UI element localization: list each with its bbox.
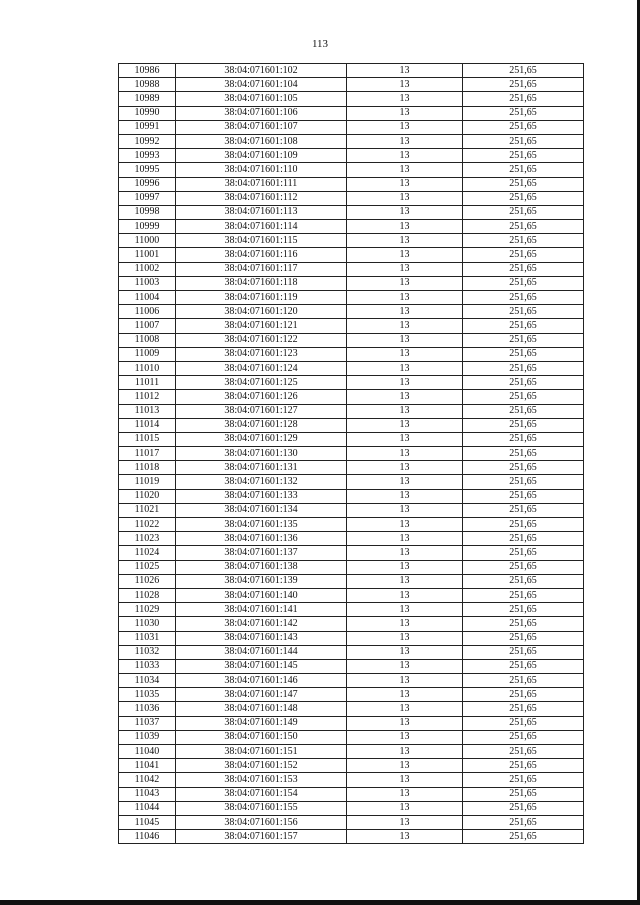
cell-amount: 251,65	[463, 518, 584, 532]
table-row	[119, 546, 584, 560]
cell-value: 13	[347, 674, 463, 688]
cell-value: 13	[347, 177, 463, 191]
cell-cadastral-number: 38:04:071601:114	[176, 220, 347, 234]
cell-number: 11022	[119, 518, 176, 532]
cell-amount: 251,65	[463, 120, 584, 134]
cell-cadastral-number: 38:04:071601:130	[176, 447, 347, 461]
cell-cadastral-number: 38:04:071601:145	[176, 659, 347, 673]
table-row	[119, 716, 584, 730]
cell-amount: 251,65	[463, 801, 584, 815]
cell-amount: 251,65	[463, 78, 584, 92]
cell-amount: 251,65	[463, 759, 584, 773]
table-row	[119, 333, 584, 347]
cell-cadastral-number: 38:04:071601:125	[176, 376, 347, 390]
cell-amount: 251,65	[463, 645, 584, 659]
cell-amount: 251,65	[463, 489, 584, 503]
cell-amount: 251,65	[463, 205, 584, 219]
page-number: 113	[311, 38, 329, 50]
cell-number: 10997	[119, 191, 176, 205]
cell-value: 13	[347, 475, 463, 489]
cell-amount: 251,65	[463, 134, 584, 148]
cell-value: 13	[347, 588, 463, 602]
cell-cadastral-number: 38:04:071601:105	[176, 92, 347, 106]
cell-number: 10988	[119, 78, 176, 92]
cell-cadastral-number: 38:04:071601:110	[176, 163, 347, 177]
cell-value: 13	[347, 163, 463, 177]
cell-cadastral-number: 38:04:071601:128	[176, 418, 347, 432]
cell-number: 10993	[119, 149, 176, 163]
cell-amount: 251,65	[463, 617, 584, 631]
cell-cadastral-number: 38:04:071601:139	[176, 574, 347, 588]
cell-number: 10998	[119, 205, 176, 219]
cell-cadastral-number: 38:04:071601:118	[176, 276, 347, 290]
cell-value: 13	[347, 801, 463, 815]
cell-value: 13	[347, 432, 463, 446]
cell-amount: 251,65	[463, 361, 584, 375]
cell-cadastral-number: 38:04:071601:148	[176, 702, 347, 716]
cell-value: 13	[347, 120, 463, 134]
cell-value: 13	[347, 106, 463, 120]
cell-amount: 251,65	[463, 702, 584, 716]
cell-amount: 251,65	[463, 432, 584, 446]
cell-cadastral-number: 38:04:071601:129	[176, 432, 347, 446]
cell-cadastral-number: 38:04:071601:155	[176, 801, 347, 815]
cell-number: 11008	[119, 333, 176, 347]
cell-amount: 251,65	[463, 688, 584, 702]
cell-value: 13	[347, 645, 463, 659]
cell-amount: 251,65	[463, 631, 584, 645]
table-row	[119, 745, 584, 759]
cell-amount: 251,65	[463, 475, 584, 489]
cell-amount: 251,65	[463, 603, 584, 617]
cell-value: 13	[347, 205, 463, 219]
cell-number: 11021	[119, 503, 176, 517]
cell-amount: 251,65	[463, 447, 584, 461]
table-row	[119, 475, 584, 489]
cell-number: 11040	[119, 745, 176, 759]
cell-number: 10992	[119, 134, 176, 148]
cell-value: 13	[347, 447, 463, 461]
cell-number: 11001	[119, 248, 176, 262]
cell-value: 13	[347, 418, 463, 432]
cell-amount: 251,65	[463, 191, 584, 205]
cell-amount: 251,65	[463, 248, 584, 262]
table-row	[119, 404, 584, 418]
cell-cadastral-number: 38:04:071601:135	[176, 518, 347, 532]
cell-number: 11004	[119, 291, 176, 305]
cell-number: 11013	[119, 404, 176, 418]
table-row	[119, 759, 584, 773]
cell-number: 11028	[119, 588, 176, 602]
scan-edge-bottom	[0, 900, 640, 905]
cell-amount: 251,65	[463, 333, 584, 347]
table-row	[119, 674, 584, 688]
cell-cadastral-number: 38:04:071601:156	[176, 815, 347, 829]
cell-amount: 251,65	[463, 730, 584, 744]
cell-cadastral-number: 38:04:071601:149	[176, 716, 347, 730]
table-row	[119, 319, 584, 333]
cell-number: 11035	[119, 688, 176, 702]
table-row	[119, 645, 584, 659]
table-row	[119, 702, 584, 716]
cell-amount: 251,65	[463, 404, 584, 418]
table-row	[119, 376, 584, 390]
cell-number: 11045	[119, 815, 176, 829]
cell-cadastral-number: 38:04:071601:151	[176, 745, 347, 759]
cell-number: 11036	[119, 702, 176, 716]
cell-value: 13	[347, 560, 463, 574]
cell-value: 13	[347, 92, 463, 106]
cell-value: 13	[347, 461, 463, 475]
cell-cadastral-number: 38:04:071601:131	[176, 461, 347, 475]
cell-value: 13	[347, 518, 463, 532]
cell-value: 13	[347, 688, 463, 702]
cell-cadastral-number: 38:04:071601:154	[176, 787, 347, 801]
cell-number: 10986	[119, 64, 176, 78]
cell-amount: 251,65	[463, 787, 584, 801]
cell-cadastral-number: 38:04:071601:146	[176, 674, 347, 688]
cell-number: 11046	[119, 830, 176, 844]
cell-number: 11039	[119, 730, 176, 744]
cell-value: 13	[347, 248, 463, 262]
cell-amount: 251,65	[463, 745, 584, 759]
cell-number: 11002	[119, 262, 176, 276]
cell-cadastral-number: 38:04:071601:126	[176, 390, 347, 404]
table-row	[119, 64, 584, 78]
cell-amount: 251,65	[463, 418, 584, 432]
cell-number: 11032	[119, 645, 176, 659]
cell-number: 10996	[119, 177, 176, 191]
cell-number: 11037	[119, 716, 176, 730]
cell-cadastral-number: 38:04:071601:144	[176, 645, 347, 659]
cell-cadastral-number: 38:04:071601:116	[176, 248, 347, 262]
cell-number: 11003	[119, 276, 176, 290]
cell-number: 11012	[119, 390, 176, 404]
table-row	[119, 205, 584, 219]
data-table-container	[118, 63, 584, 844]
cell-cadastral-number: 38:04:071601:136	[176, 532, 347, 546]
table-row	[119, 489, 584, 503]
cell-value: 13	[347, 390, 463, 404]
cell-cadastral-number: 38:04:071601:147	[176, 688, 347, 702]
table-row	[119, 518, 584, 532]
table-row	[119, 177, 584, 191]
cell-amount: 251,65	[463, 220, 584, 234]
cell-value: 13	[347, 291, 463, 305]
cell-value: 13	[347, 149, 463, 163]
cell-number: 11015	[119, 432, 176, 446]
table-row	[119, 503, 584, 517]
cell-number: 11017	[119, 447, 176, 461]
cell-cadastral-number: 38:04:071601:134	[176, 503, 347, 517]
cell-cadastral-number: 38:04:071601:137	[176, 546, 347, 560]
table-row	[119, 191, 584, 205]
cell-cadastral-number: 38:04:071601:111	[176, 177, 347, 191]
cell-value: 13	[347, 64, 463, 78]
cell-value: 13	[347, 546, 463, 560]
cell-amount: 251,65	[463, 163, 584, 177]
cell-amount: 251,65	[463, 276, 584, 290]
cell-number: 10995	[119, 163, 176, 177]
cell-number: 11007	[119, 319, 176, 333]
table-row	[119, 432, 584, 446]
cell-value: 13	[347, 489, 463, 503]
cell-value: 13	[347, 659, 463, 673]
cell-number: 11019	[119, 475, 176, 489]
cell-number: 11033	[119, 659, 176, 673]
table-row	[119, 220, 584, 234]
cell-number: 11018	[119, 461, 176, 475]
cell-number: 11029	[119, 603, 176, 617]
table-row	[119, 773, 584, 787]
cell-number: 11026	[119, 574, 176, 588]
cell-cadastral-number: 38:04:071601:113	[176, 205, 347, 219]
cell-number: 11006	[119, 305, 176, 319]
cell-value: 13	[347, 702, 463, 716]
cell-value: 13	[347, 191, 463, 205]
cell-amount: 251,65	[463, 560, 584, 574]
cell-value: 13	[347, 262, 463, 276]
table-row	[119, 390, 584, 404]
cell-cadastral-number: 38:04:071601:150	[176, 730, 347, 744]
cell-amount: 251,65	[463, 390, 584, 404]
cell-cadastral-number: 38:04:071601:112	[176, 191, 347, 205]
cell-number: 11034	[119, 674, 176, 688]
table-row	[119, 560, 584, 574]
cell-amount: 251,65	[463, 773, 584, 787]
cell-value: 13	[347, 78, 463, 92]
cell-value: 13	[347, 234, 463, 248]
cell-amount: 251,65	[463, 262, 584, 276]
table-row	[119, 92, 584, 106]
cell-cadastral-number: 38:04:071601:138	[176, 560, 347, 574]
cell-value: 13	[347, 603, 463, 617]
table-row	[119, 603, 584, 617]
table-row	[119, 532, 584, 546]
cell-number: 11043	[119, 787, 176, 801]
cell-amount: 251,65	[463, 588, 584, 602]
table-row	[119, 347, 584, 361]
cell-value: 13	[347, 276, 463, 290]
cell-amount: 251,65	[463, 815, 584, 829]
cell-value: 13	[347, 773, 463, 787]
cell-cadastral-number: 38:04:071601:107	[176, 120, 347, 134]
cell-value: 13	[347, 376, 463, 390]
cell-amount: 251,65	[463, 305, 584, 319]
table-row	[119, 659, 584, 673]
table-row	[119, 276, 584, 290]
cell-number: 11042	[119, 773, 176, 787]
table-row	[119, 631, 584, 645]
cell-amount: 251,65	[463, 149, 584, 163]
table-row	[119, 801, 584, 815]
table-row	[119, 305, 584, 319]
cell-cadastral-number: 38:04:071601:115	[176, 234, 347, 248]
cell-value: 13	[347, 319, 463, 333]
cell-amount: 251,65	[463, 234, 584, 248]
table-row	[119, 418, 584, 432]
table-row	[119, 149, 584, 163]
cell-cadastral-number: 38:04:071601:152	[176, 759, 347, 773]
cell-value: 13	[347, 532, 463, 546]
cell-number: 11023	[119, 532, 176, 546]
cell-cadastral-number: 38:04:071601:127	[176, 404, 347, 418]
cell-number: 11024	[119, 546, 176, 560]
table-row	[119, 234, 584, 248]
cell-cadastral-number: 38:04:071601:133	[176, 489, 347, 503]
table-row	[119, 134, 584, 148]
table-row	[119, 361, 584, 375]
cell-number: 11044	[119, 801, 176, 815]
cell-value: 13	[347, 716, 463, 730]
cell-number: 11020	[119, 489, 176, 503]
cell-amount: 251,65	[463, 291, 584, 305]
cell-cadastral-number: 38:04:071601:140	[176, 588, 347, 602]
cell-cadastral-number: 38:04:071601:143	[176, 631, 347, 645]
cell-number: 10989	[119, 92, 176, 106]
cell-cadastral-number: 38:04:071601:102	[176, 64, 347, 78]
cell-value: 13	[347, 333, 463, 347]
cell-cadastral-number: 38:04:071601:104	[176, 78, 347, 92]
cell-cadastral-number: 38:04:071601:153	[176, 773, 347, 787]
cell-cadastral-number: 38:04:071601:120	[176, 305, 347, 319]
table-row	[119, 688, 584, 702]
table-row	[119, 78, 584, 92]
table-row	[119, 291, 584, 305]
cell-cadastral-number: 38:04:071601:157	[176, 830, 347, 844]
table-row	[119, 120, 584, 134]
cell-value: 13	[347, 759, 463, 773]
table-body	[119, 64, 584, 844]
cell-amount: 251,65	[463, 461, 584, 475]
cell-amount: 251,65	[463, 674, 584, 688]
cell-cadastral-number: 38:04:071601:108	[176, 134, 347, 148]
cell-cadastral-number: 38:04:071601:106	[176, 106, 347, 120]
cell-amount: 251,65	[463, 177, 584, 191]
cell-number: 11031	[119, 631, 176, 645]
cell-cadastral-number: 38:04:071601:119	[176, 291, 347, 305]
cell-number: 10991	[119, 120, 176, 134]
cell-cadastral-number: 38:04:071601:123	[176, 347, 347, 361]
cell-amount: 251,65	[463, 546, 584, 560]
cell-number: 11014	[119, 418, 176, 432]
cell-amount: 251,65	[463, 376, 584, 390]
cell-value: 13	[347, 830, 463, 844]
cell-amount: 251,65	[463, 106, 584, 120]
cell-amount: 251,65	[463, 716, 584, 730]
cell-cadastral-number: 38:04:071601:141	[176, 603, 347, 617]
cell-value: 13	[347, 730, 463, 744]
table-row	[119, 617, 584, 631]
table-row	[119, 588, 584, 602]
cell-number: 11025	[119, 560, 176, 574]
cell-amount: 251,65	[463, 532, 584, 546]
cell-cadastral-number: 38:04:071601:117	[176, 262, 347, 276]
cell-amount: 251,65	[463, 319, 584, 333]
cell-amount: 251,65	[463, 92, 584, 106]
cell-number: 11009	[119, 347, 176, 361]
cell-number: 11010	[119, 361, 176, 375]
table-row	[119, 447, 584, 461]
cell-value: 13	[347, 305, 463, 319]
table-row	[119, 461, 584, 475]
cell-amount: 251,65	[463, 830, 584, 844]
cell-number: 11041	[119, 759, 176, 773]
data-table	[118, 63, 584, 844]
cell-amount: 251,65	[463, 574, 584, 588]
cell-value: 13	[347, 503, 463, 517]
cell-value: 13	[347, 745, 463, 759]
table-row	[119, 262, 584, 276]
cell-value: 13	[347, 134, 463, 148]
cell-cadastral-number: 38:04:071601:109	[176, 149, 347, 163]
cell-value: 13	[347, 815, 463, 829]
cell-value: 13	[347, 220, 463, 234]
cell-value: 13	[347, 347, 463, 361]
cell-cadastral-number: 38:04:071601:121	[176, 319, 347, 333]
table-row	[119, 163, 584, 177]
table-row	[119, 830, 584, 844]
cell-cadastral-number: 38:04:071601:142	[176, 617, 347, 631]
cell-value: 13	[347, 631, 463, 645]
table-row	[119, 574, 584, 588]
table-row	[119, 787, 584, 801]
table-row	[119, 106, 584, 120]
cell-value: 13	[347, 617, 463, 631]
table-row	[119, 815, 584, 829]
cell-number: 11000	[119, 234, 176, 248]
cell-cadastral-number: 38:04:071601:132	[176, 475, 347, 489]
table-row	[119, 730, 584, 744]
cell-amount: 251,65	[463, 659, 584, 673]
cell-number: 11030	[119, 617, 176, 631]
cell-value: 13	[347, 361, 463, 375]
cell-cadastral-number: 38:04:071601:122	[176, 333, 347, 347]
cell-amount: 251,65	[463, 64, 584, 78]
cell-value: 13	[347, 404, 463, 418]
cell-amount: 251,65	[463, 347, 584, 361]
cell-number: 10990	[119, 106, 176, 120]
cell-value: 13	[347, 787, 463, 801]
cell-amount: 251,65	[463, 503, 584, 517]
cell-cadastral-number: 38:04:071601:124	[176, 361, 347, 375]
table-row	[119, 248, 584, 262]
cell-number: 11011	[119, 376, 176, 390]
cell-value: 13	[347, 574, 463, 588]
cell-number: 10999	[119, 220, 176, 234]
